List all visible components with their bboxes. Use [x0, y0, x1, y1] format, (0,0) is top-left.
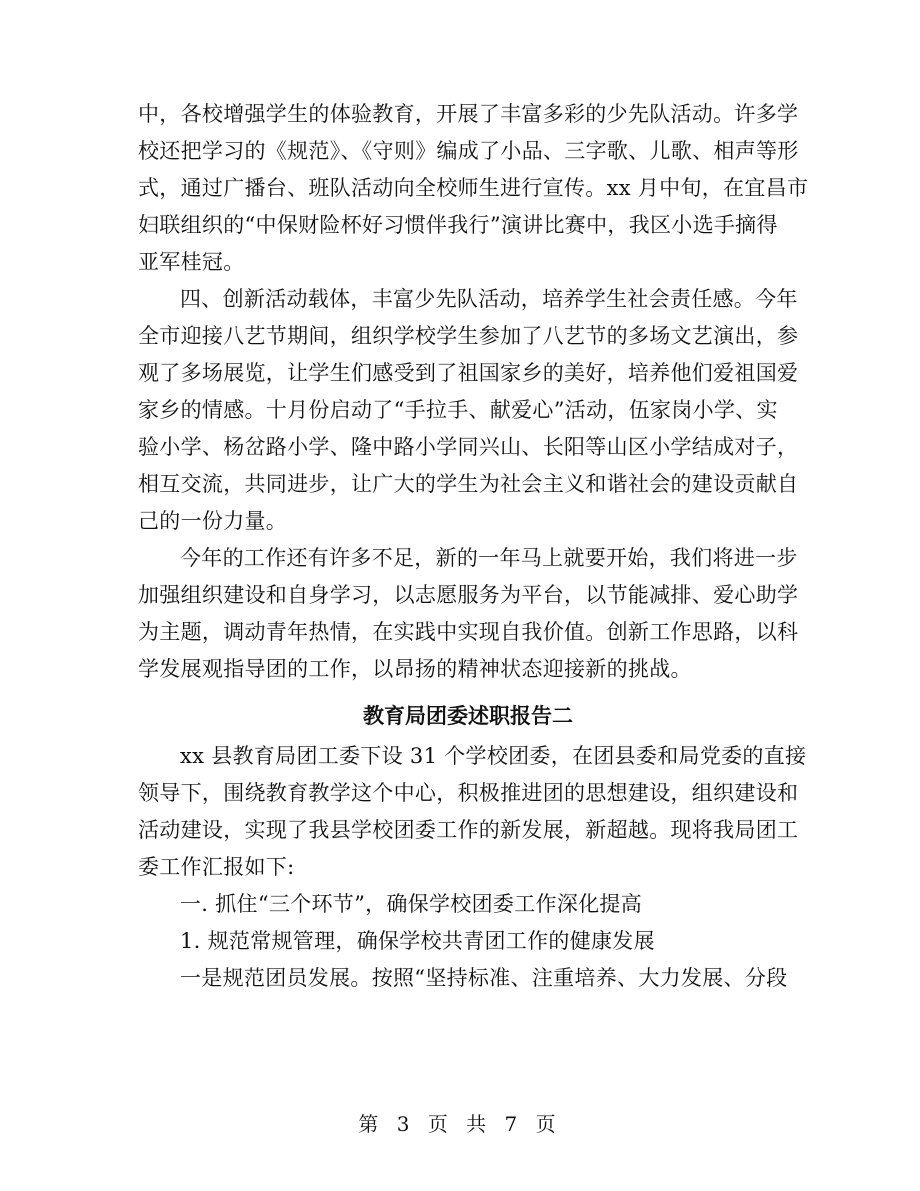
- text-line: 全市迎接八艺节期间，组织学校学生参加了八艺节的多场文艺演出，参: [138, 324, 799, 348]
- text-line: 验小学、杨岔路小学、隆中路小学同兴山、长阳等山区小学结成对子，: [138, 435, 799, 459]
- paragraph-1: [138, 96, 809, 281]
- section-heading: 教育局团委述职报告二: [363, 704, 573, 728]
- text-line: 式，通过广播台、班队活动向全校师生进行宣传。xx 月中旬，在宜昌市: [138, 176, 809, 200]
- text-line: 校还把学习的《规范》、《守则》编成了小品、三字歌、儿歌、相声等形: [138, 139, 799, 163]
- paragraph-4: [138, 738, 807, 886]
- subsection-1-heading: 1. 规范常规管理，确保学校共青团工作的健康发展: [180, 929, 655, 953]
- paragraph-2: [138, 281, 798, 540]
- text-line: 加强组织建设和自身学习，以志愿服务为平台，以节能减排、爱心助学: [138, 583, 799, 607]
- text-line: 学发展观指导团的工作，以昂扬的精神状态迎接新的挑战。: [138, 657, 692, 681]
- text-line: 四、创新活动载体，丰富少先队活动，培养学生社会责任感。今年: [180, 287, 798, 311]
- text-line: 相互交流，共同进步，让广大的学生为社会主义和谐社会的建设贡献自: [138, 472, 799, 496]
- section-1-heading: 一. 抓住“三个环节”，确保学校团委工作深化提高: [180, 892, 643, 916]
- text-line: 活动建设，实现了我县学校团委工作的新发展，新超越。现将我局团工: [138, 818, 799, 842]
- text-line: 今年的工作还有许多不足，新的一年马上就要开始，我们将进一步: [180, 546, 798, 570]
- text-line: 己的一份力量。: [138, 509, 288, 533]
- text-line: 领导下，围绕教育教学这个中心，积极推进团的思想建设，组织建设和: [138, 781, 799, 805]
- text-line: 委工作汇报如下:: [138, 855, 295, 879]
- paragraph-3: [138, 540, 798, 688]
- text-line: 亚军桂冠。: [138, 250, 245, 274]
- text-line: 妇联组织的“中保财险杯好习惯伴我行”演讲比赛中，我区小选手摘得: [138, 213, 778, 237]
- text-line: 观了多场展览，让学生们感受到了祖国家乡的美好，培养他们爱祖国爱: [138, 361, 799, 385]
- text-line: 为主题，调动青年热情，在实践中实现自我价值。创新工作思路，以科: [138, 620, 799, 644]
- text-line: xx 县教育局团工委下设 31 个学校团委，在团县委和局党委的直接: [180, 744, 807, 768]
- text-line: 中，各校增强学生的体验教育，开展了丰富多彩的少先队活动。许多学: [138, 102, 799, 126]
- text-line: 家乡的情感。十月份启动了“手拉手、献爱心”活动，伍家岗小学、实: [138, 398, 778, 422]
- text-line: 一是规范团员发展。按照“坚持标准、注重培养、大力发展、分段: [180, 966, 788, 990]
- document-page: [138, 96, 809, 997]
- page-number: 第 3 页 共 7 页: [358, 1112, 562, 1136]
